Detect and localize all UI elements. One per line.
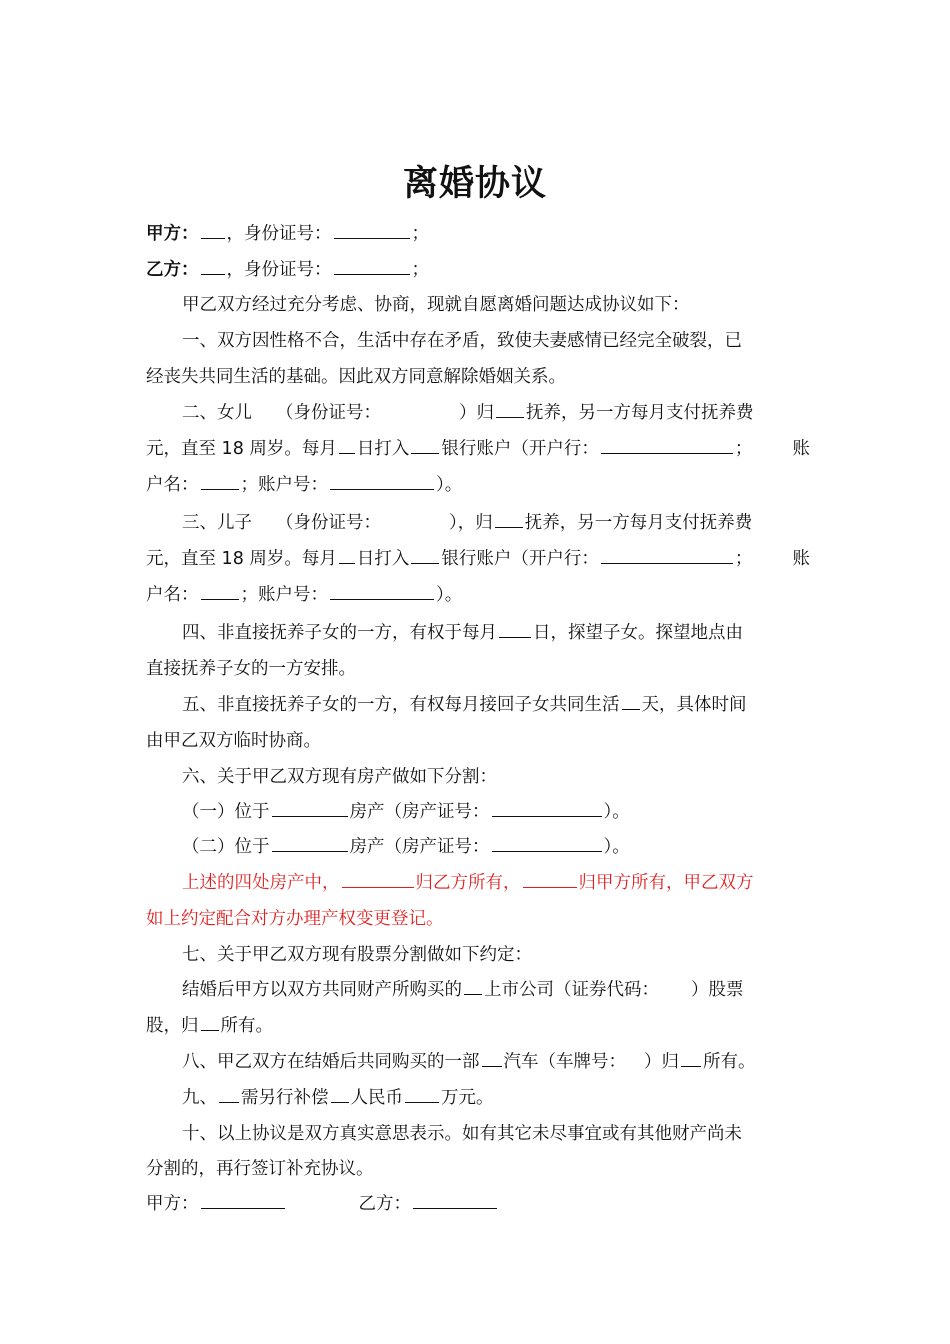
party-a-id-label: ，身份证号：	[226, 224, 332, 244]
party-b-label: 乙方：	[146, 260, 199, 280]
clause-6-property-2	[182, 832, 810, 862]
clause-4-day-blank[interactable]	[499, 619, 531, 638]
party-b-name-blank[interactable]	[201, 256, 225, 275]
clause-3-line-1	[182, 508, 810, 538]
party-b-end: ；	[411, 260, 429, 280]
clause-8-line	[182, 1047, 810, 1077]
clause-9-unit: 万元。	[441, 1088, 494, 1108]
clause-8-owned: 所有。	[703, 1052, 756, 1072]
party-b-signature-blank[interactable]	[413, 1190, 497, 1209]
property-1-close: ）。	[603, 802, 630, 822]
clause-7-company-blank[interactable]	[464, 976, 482, 995]
clause-3-son: 三、儿子	[182, 513, 252, 533]
clause-3-account-name-label: 户名：	[146, 585, 199, 605]
clause-7-line-2	[146, 1011, 810, 1041]
clause-9-amount-blank[interactable]	[405, 1084, 439, 1103]
clause-4-text-a: 四、非直接抚养子女的一方，有权于每月	[182, 623, 497, 643]
property-1-location-blank[interactable]	[272, 798, 348, 817]
clause-7-stock: ）股票	[691, 980, 744, 1000]
clause-8-plate-label: 汽车（车牌号：	[503, 1052, 626, 1072]
party-b-signature-label: 乙方：	[358, 1194, 411, 1214]
clause-3-account-no-blank[interactable]	[330, 581, 434, 600]
clause-5-line-1	[182, 690, 810, 720]
clause-6-property-1	[182, 797, 810, 827]
clause-4-line-1	[182, 618, 810, 648]
party-b-id-blank[interactable]	[334, 256, 410, 275]
property-2-cert-label: 房产（房产证号：	[349, 837, 490, 857]
clause-3-until-18: 元，直至 18 周岁。每月	[146, 549, 337, 569]
clause-9-party-blank[interactable]	[219, 1084, 239, 1103]
clause-3-custody-blank[interactable]	[495, 509, 523, 528]
clause-2-custody-label: ）归	[459, 403, 494, 423]
clause-2-custody-blank[interactable]	[496, 399, 524, 418]
red-party-b-blank[interactable]	[342, 869, 414, 888]
clause-2-line-2	[146, 434, 810, 464]
clause-2-account-no-label: ；账户号：	[240, 475, 328, 495]
clause-5-text-a: 五、非直接抚养子女的一方，有权每月接回子女共同生活	[182, 695, 620, 715]
party-a-line	[146, 219, 810, 249]
clause-8-car-blank[interactable]	[482, 1048, 502, 1067]
clause-3-custody-label: ），归	[449, 513, 493, 533]
signature-line	[146, 1189, 810, 1219]
clause-9-rmb: 人民币	[350, 1088, 403, 1108]
clause-3-close: ）。	[436, 585, 463, 605]
clause-2-branch-blank[interactable]	[601, 435, 733, 454]
red-text-c: 归甲方所有，甲乙双方	[578, 873, 754, 893]
clause-2-account-name-label: 户名：	[146, 475, 199, 495]
clause-8-belongs: ）归	[644, 1052, 679, 1072]
clause-2-day-blank[interactable]	[339, 435, 355, 454]
party-a-name-blank[interactable]	[201, 220, 225, 239]
clause-5-days-blank[interactable]	[622, 691, 640, 710]
clause-3-account-name-blank[interactable]	[201, 581, 239, 600]
red-text-b: 归乙方所有，	[415, 873, 521, 893]
clause-7-line-1	[182, 975, 810, 1005]
clause-9-recipient-blank[interactable]	[331, 1084, 349, 1103]
clause-2-line-1	[182, 398, 810, 428]
clause-7-code-label: 上市公司（证券代码：	[484, 980, 659, 1000]
clause-10-line-1: 十、以上协议是双方真实意思表示。如有其它未尽事宜或有其他财产尚未	[182, 1124, 742, 1144]
property-1-cert-blank[interactable]	[492, 798, 602, 817]
intro-paragraph: 甲乙双方经过充分考虑、协商，现就自愿离婚问题达成协议如下：	[182, 295, 690, 315]
clause-2-close: ）。	[436, 475, 463, 495]
clause-3-deposit-label: 日打入	[356, 549, 410, 569]
clause-4-line-2: 直接抚养子女的一方安排。	[146, 659, 356, 679]
clause-6-red-line-2: 如上约定配合对方办理产权变更登记。	[146, 909, 444, 929]
clause-7-shares-label: 股，归	[146, 1016, 199, 1036]
clause-2-deposit-label: 日打入	[356, 439, 410, 459]
property-2-location-blank[interactable]	[272, 833, 348, 852]
clause-7-owner-blank[interactable]	[201, 1012, 219, 1031]
party-b-id-label: ，身份证号：	[226, 260, 332, 280]
clause-5-line-2: 由甲乙双方临时协商。	[146, 731, 321, 751]
clause-3-line-2	[146, 544, 810, 574]
property-2-cert-blank[interactable]	[492, 833, 602, 852]
clause-2-bank-branch-label: 银行账户（开户行：	[441, 439, 599, 459]
party-b-line	[146, 255, 810, 285]
clause-10-line-2: 分割的，再行签订补充协议。	[146, 1159, 374, 1179]
clause-2-account-name-blank[interactable]	[201, 471, 239, 490]
clause-3-line-3	[146, 580, 810, 610]
property-2-location-label: （二）位于	[182, 837, 270, 857]
clause-6-heading: 六、关于甲乙双方现有房产做如下分割：	[182, 767, 497, 787]
clause-6-red-line-1	[182, 868, 810, 898]
clause-2-account-no-blank[interactable]	[330, 471, 434, 490]
clause-3-support-text: 抚养，另一方每月支付抚养费	[524, 513, 753, 533]
clause-8-text-a: 八、甲乙双方在结婚后共同购买的一部	[182, 1052, 480, 1072]
clause-3-day-blank[interactable]	[339, 545, 355, 564]
property-1-location-label: （一）位于	[182, 802, 270, 822]
party-a-label: 甲方：	[146, 224, 199, 244]
clause-2-id-label: （身份证号：	[276, 403, 381, 423]
clause-3-bank-blank[interactable]	[411, 545, 439, 564]
party-a-signature-label: 甲方：	[146, 1194, 199, 1214]
red-text-a: 上述的四处房产中，	[182, 873, 340, 893]
clause-1-line-2: 经丧失共同生活的基础。因此双方同意解除婚姻关系。	[146, 367, 566, 387]
party-a-signature-blank[interactable]	[201, 1190, 285, 1209]
clause-9-num: 九、	[182, 1088, 217, 1108]
clause-2-until-18: 元，直至 18 周岁。每月	[146, 439, 337, 459]
clause-7-owned: 所有。	[220, 1016, 273, 1036]
clause-2-daughter: 二、女儿	[182, 403, 252, 423]
clause-2-line-3	[146, 470, 810, 500]
clause-3-account-no-label: ；账户号：	[240, 585, 328, 605]
clause-3-semicolon: ；	[734, 549, 753, 569]
clause-4-text-b: 日，探望子女。探望地点由	[533, 623, 743, 643]
clause-5-text-b: 天，具体时间	[641, 695, 747, 715]
clause-9-line	[182, 1083, 810, 1113]
clause-3-id-label: （身份证号：	[276, 513, 381, 533]
clause-3-account-char: 账	[792, 549, 810, 569]
clause-3-branch-blank[interactable]	[601, 545, 733, 564]
party-a-end: ；	[411, 224, 429, 244]
clause-8-owner-blank[interactable]	[681, 1048, 701, 1067]
property-1-cert-label: 房产（房产证号：	[349, 802, 490, 822]
clause-1-line-1: 一、双方因性格不合，生活中存在矛盾，致使夫妻感情已经完全破裂，已	[182, 331, 742, 351]
property-2-close: ）。	[603, 837, 630, 857]
document-title: 离婚协议	[402, 164, 547, 204]
clause-3-bank-branch-label: 银行账户（开户行：	[441, 549, 599, 569]
party-a-id-blank[interactable]	[334, 220, 410, 239]
clause-7-text-a: 结婚后甲方以双方共同财产所购买的	[182, 980, 462, 1000]
clause-2-bank-blank[interactable]	[411, 435, 439, 454]
clause-9-compensation: 需另行补偿	[241, 1088, 329, 1108]
clause-7-heading: 七、关于甲乙双方现有股票分割做如下约定：	[182, 945, 532, 965]
clause-2-support-text: 抚养，另一方每月支付抚养费	[526, 403, 754, 423]
clause-2-account-char: 账	[792, 439, 810, 459]
red-party-a-blank[interactable]	[523, 869, 577, 888]
clause-2-semicolon: ；	[734, 439, 753, 459]
